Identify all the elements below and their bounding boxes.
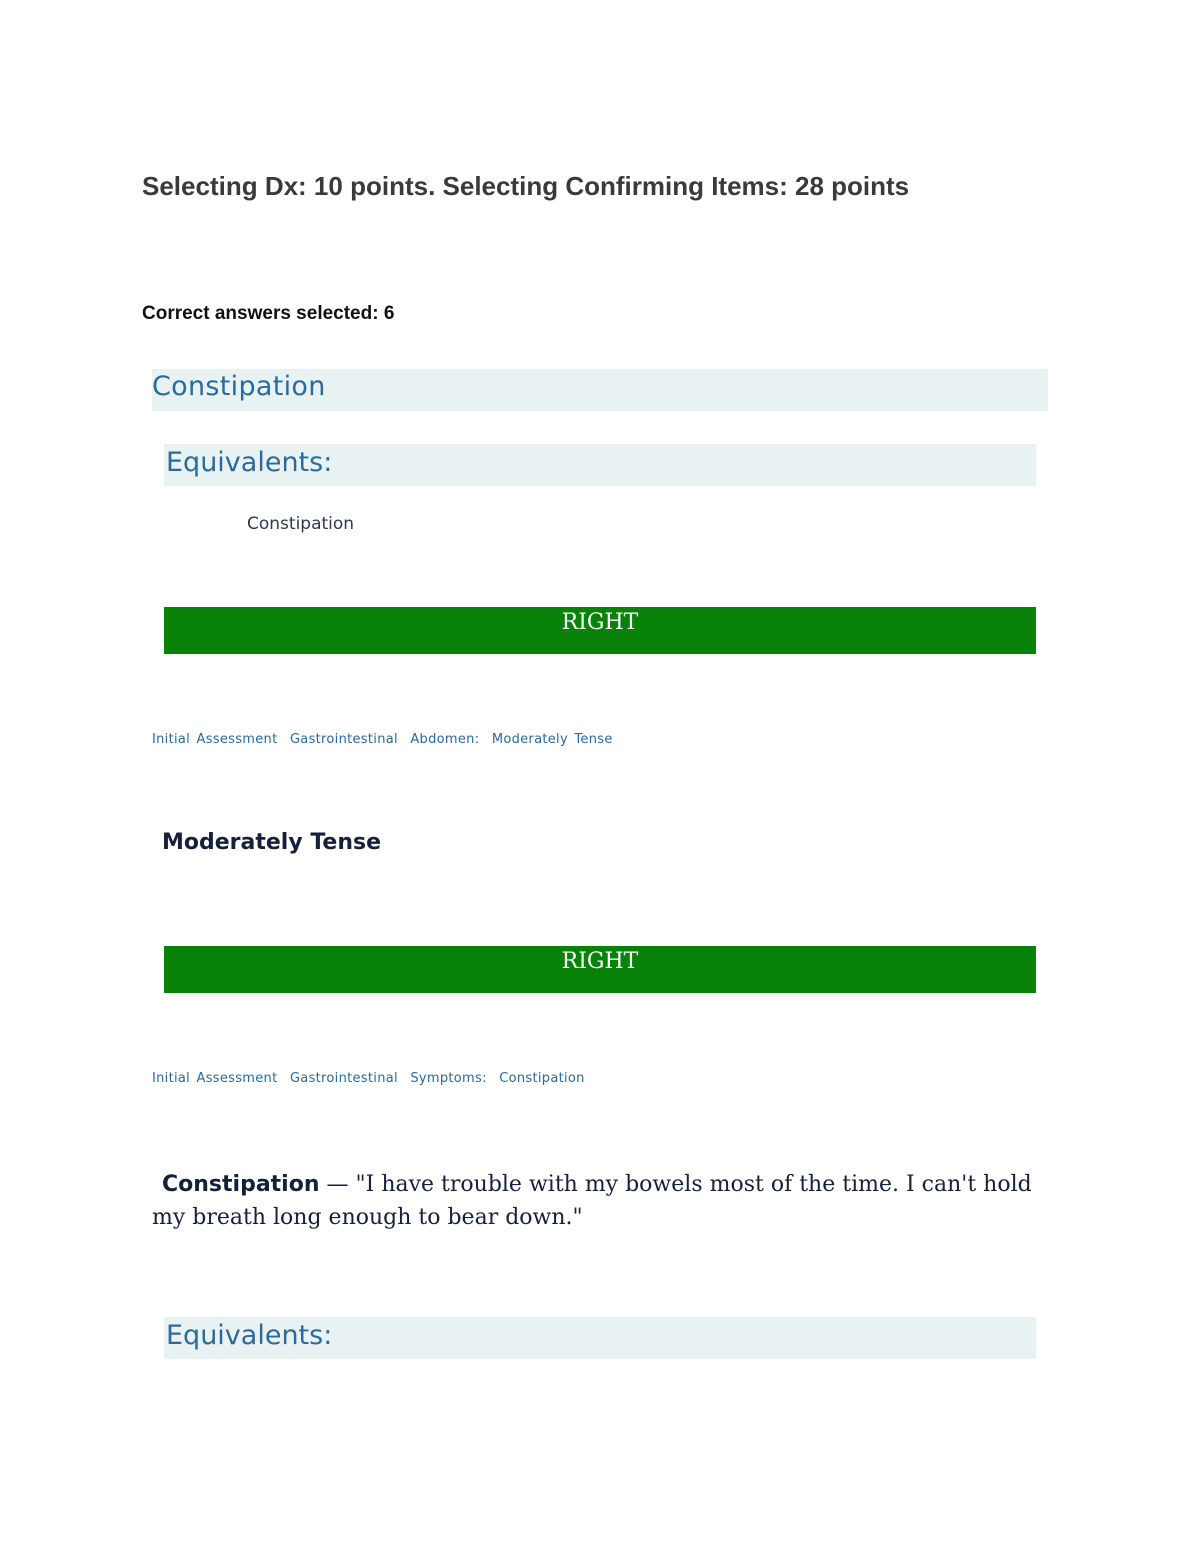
breadcrumb-item: Initial Assessment [152, 732, 278, 747]
breadcrumb-item: Symptoms: [410, 1071, 487, 1086]
finding-term: Constipation [162, 1172, 320, 1197]
breadcrumb-item: Initial Assessment [152, 1071, 278, 1086]
result-label: RIGHT [561, 610, 639, 635]
result-bar-right [164, 607, 1036, 654]
equivalents-label: Equivalents: [166, 447, 333, 478]
breadcrumb-item: Moderately Tense [491, 732, 613, 747]
finding-quote [152, 1168, 1052, 1234]
score-summary-heading: Selecting Dx: 10 points. Selecting Confirming Items: 28 points [142, 171, 910, 201]
breadcrumb [152, 732, 619, 747]
breadcrumb-item: Constipation [499, 1071, 585, 1086]
result-bar-right [164, 946, 1036, 993]
breadcrumb [152, 1071, 591, 1086]
patient-quote: "I have trouble with my bowels most of the time. I can't hold my breath long enough to bear down." [152, 1172, 1032, 1230]
correct-answers-count: Correct answers selected: 6 [142, 303, 395, 324]
breadcrumb-item: Gastrointestinal [289, 732, 398, 747]
diagnosis-title: Constipation [152, 371, 326, 402]
equivalents-label: Equivalents: [166, 1320, 333, 1351]
equivalent-item: Constipation [247, 514, 355, 534]
diagnosis-bar [152, 369, 1048, 411]
quote-separator: — [319, 1172, 356, 1197]
equivalents-bar [164, 1317, 1036, 1359]
equivalents-bar [164, 444, 1036, 486]
breadcrumb-item: Abdomen: [410, 732, 480, 747]
breadcrumb-item: Gastrointestinal [289, 1071, 398, 1086]
finding-title: Moderately Tense [162, 830, 382, 855]
result-label: RIGHT [561, 949, 639, 974]
